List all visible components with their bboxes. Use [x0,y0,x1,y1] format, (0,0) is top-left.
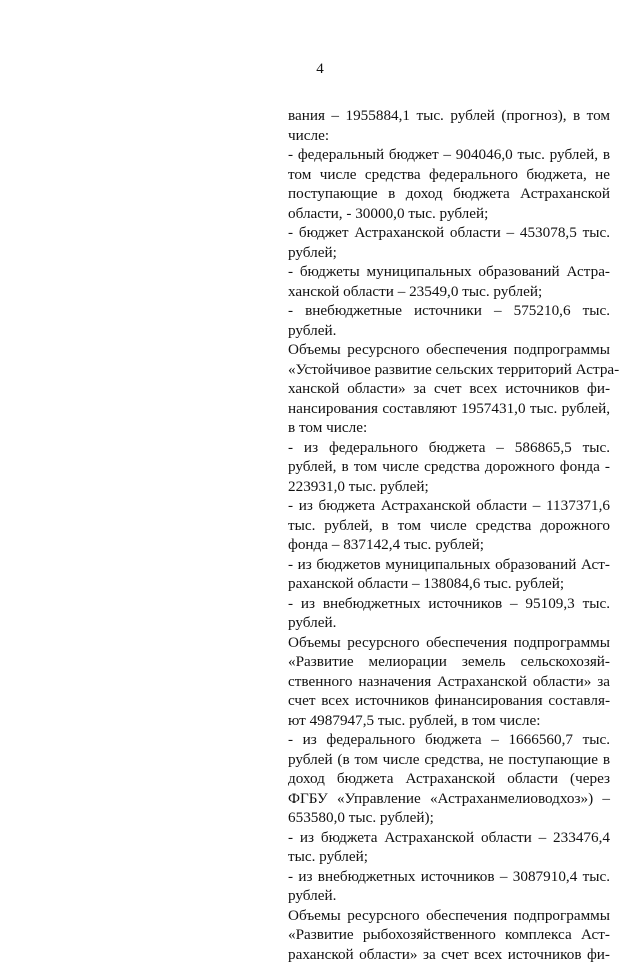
text-column [288,106,610,964]
text-line: рублей. [288,886,610,906]
text-line: Объемы ресурсного обеспечения подпрограммы [288,340,610,360]
text-line: - внебюджетные источники – 575210,6 тыс. [288,301,610,321]
text-line: - из федерального бюджета – 586865,5 тыс. [288,438,610,458]
text-line: рублей. [288,613,610,633]
text-line: «Развитие мелиорации земель сельскохозяй- [288,652,610,672]
text-line: - федеральный бюджет – 904046,0 тыс. рублей, в [288,145,610,165]
text-line: ственного назначения Астраханской области» за [288,672,610,692]
text-line: доход бюджета Астраханской области (через [288,769,610,789]
text-line: «Развитие рыбохозяйственного комплекса Аст- [288,925,610,945]
text-line: - из внебюджетных источников – 95109,3 тыс. [288,594,610,614]
text-line: Объемы ресурсного обеспечения подпрограммы [288,906,610,926]
text-line: ханской области» за счет всех источников фи- [288,379,610,399]
text-line: рублей, в том числе средства дорожного фонда - [288,457,610,477]
text-line: рублей. [288,321,610,341]
text-line: «Устойчивое развитие сельских территорий Астра- [288,360,610,380]
text-line: области, - 30000,0 тыс. рублей; [288,204,610,224]
text-line: Объемы ресурсного обеспечения подпрограммы [288,633,610,653]
text-line: в том числе: [288,418,610,438]
text-line: - из федерального бюджета – 1666560,7 тыс. [288,730,610,750]
page-number: 4 [0,60,640,78]
text-line: счет всех источников финансирования составля- [288,691,610,711]
text-line: фонда – 837142,4 тыс. рублей; [288,535,610,555]
text-line: числе: [288,126,610,146]
text-line: 223931,0 тыс. рублей; [288,477,610,497]
text-line: рублей (в том числе средства, не поступающие в [288,750,610,770]
text-line: - из бюджета Астраханской области – 233476,4 [288,828,610,848]
text-line: ФГБУ «Управление «Астраханмелиоводхоз») – [288,789,610,809]
text-line: ют 4987947,5 тыс. рублей, в том числе: [288,711,610,731]
text-line: - из внебюджетных источников – 3087910,4 тыс. [288,867,610,887]
text-line: поступающие в доход бюджета Астраханской [288,184,610,204]
text-line: нансирования составляют 1957431,0 тыс. рублей, [288,399,610,419]
text-line: том числе средства федерального бюджета, не [288,165,610,185]
text-line: 653580,0 тыс. рублей); [288,808,610,828]
text-line: тыс. рублей; [288,847,610,867]
text-line: - из бюджета Астраханской области – 1137371,6 [288,496,610,516]
text-line: рублей; [288,243,610,263]
text-line: раханской области» за счет всех источников фи- [288,945,610,964]
text-line: ханской области – 23549,0 тыс. рублей; [288,282,610,302]
text-line: раханской области – 138084,6 тыс. рублей; [288,574,610,594]
text-line: вания – 1955884,1 тыс. рублей (прогноз), в том [288,106,610,126]
text-line: - из бюджетов муниципальных образований Аст- [288,555,610,575]
text-line: - бюджет Астраханской области – 453078,5 тыс. [288,223,610,243]
text-line: - бюджеты муниципальных образований Астра- [288,262,610,282]
text-line: тыс. рублей, в том числе средства дорожного [288,516,610,536]
